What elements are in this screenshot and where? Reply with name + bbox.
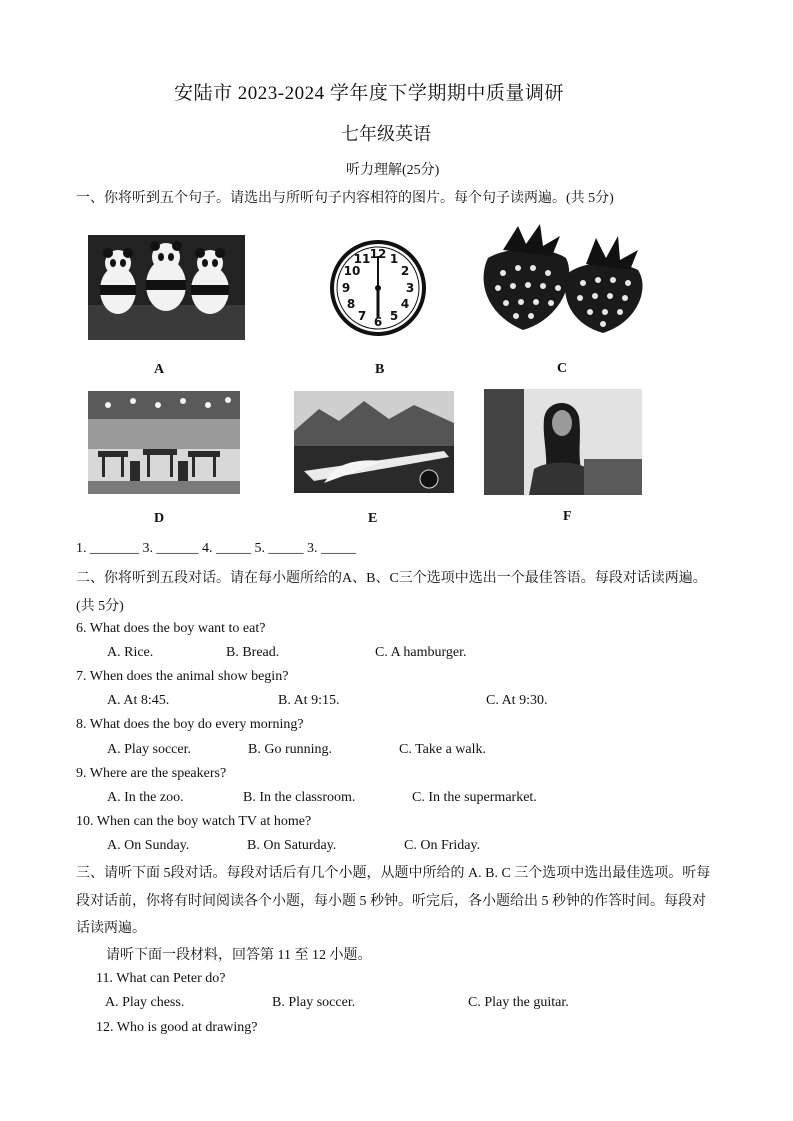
q8-option-c: C. Take a walk.	[399, 742, 487, 757]
woman-picture	[484, 389, 642, 495]
train-icon	[294, 391, 454, 493]
woman-icon	[484, 389, 642, 495]
question-7: 7. When does the animal show begin?	[76, 669, 289, 684]
q7-option-b: B. At 9:15.	[278, 693, 340, 708]
train-picture	[294, 391, 454, 493]
picture-label-e: E	[368, 511, 378, 526]
q11-option-a: A. Play chess.	[105, 995, 185, 1010]
page-subtitle: 七年级英语	[341, 124, 431, 144]
part3-instruction: 三、请听下面 5段对话。每段对话后有几个小题，从题中所给的 A. B. C 三个选项中选出最佳选项。听每	[76, 866, 711, 881]
question-12: 12. Who is good at drawing?	[96, 1020, 258, 1035]
clock-picture	[328, 238, 428, 338]
q10-option-c: C. On Friday.	[404, 838, 481, 853]
strawberry-picture	[468, 218, 656, 336]
restaurant-icon	[88, 391, 240, 494]
part1-instruction: 一、你将听到五个句子。请选出与所听句子内容相符的图片。每个句子读两遍。(共 5分)	[76, 191, 614, 206]
question-6: 6. What does the boy want to eat?	[76, 621, 266, 636]
picture-label-d: D	[154, 511, 165, 526]
q7-option-a: A. At 8:45.	[107, 693, 170, 708]
clock-number-11: 11	[353, 252, 371, 266]
picture-label-a: A	[154, 362, 165, 377]
question-11: 11. What can Peter do?	[96, 971, 226, 986]
part3-instruction-end: 话读两遍。	[76, 921, 146, 936]
q6-option-b: B. Bread.	[226, 645, 280, 660]
part3-instruction-cont: 段对话前，你将有时间阅读各个小题，每小题 5 秒钟。听完后，各小题给出 5 秒钟的作答时间。每段对	[76, 894, 706, 909]
clock-number-7: 7	[357, 309, 367, 323]
q11-option-c: C. Play the guitar.	[468, 995, 569, 1010]
clock-number-5: 5	[389, 309, 399, 323]
strawberry-icon	[468, 218, 656, 336]
picture-label-b: B	[375, 362, 385, 377]
q10-option-b: B. On Saturday.	[247, 838, 337, 853]
part1-answer-blanks: 1. _______ 3. ______ 4. _____ 5. _____ 3. _____	[76, 541, 356, 556]
question-9: 9. Where are the speakers?	[76, 766, 227, 781]
question-10: 10. When can the boy watch TV at home?	[76, 814, 312, 829]
clock-number-6: 6	[373, 315, 383, 329]
clock-number-3: 3	[405, 281, 415, 295]
clock-number-12: 12	[369, 247, 387, 261]
q7-option-c: C. At 9:30.	[486, 693, 548, 708]
question-8: 8. What does the boy do every morning?	[76, 717, 304, 732]
part2-instruction-cont: (共 5分)	[76, 599, 124, 614]
section-title: 听力理解(25分)	[346, 163, 440, 178]
clock-number-1: 1	[389, 252, 399, 266]
q9-option-c: C. In the supermarket.	[412, 790, 537, 805]
clock-number-4: 4	[400, 297, 410, 311]
clock-number-10: 10	[343, 264, 361, 278]
clock-number-2: 2	[400, 264, 410, 278]
clock-number-9: 9	[341, 281, 351, 295]
clock-number-8: 8	[346, 297, 356, 311]
restaurant-picture	[88, 391, 240, 494]
panda-icon	[88, 235, 245, 340]
q6-option-a: A. Rice.	[107, 645, 154, 660]
part3-note: 请听下面一段材料，回答第 11 至 12 小题。	[106, 948, 372, 963]
picture-label-f: F	[563, 509, 572, 524]
q10-option-a: A. On Sunday.	[107, 838, 190, 853]
q9-option-a: A. In the zoo.	[107, 790, 184, 805]
q6-option-c: C. A hamburger.	[375, 645, 467, 660]
clock-icon	[328, 238, 428, 338]
q11-option-b: B. Play soccer.	[272, 995, 356, 1010]
q8-option-a: A. Play soccer.	[107, 742, 191, 757]
page-title: 安陆市 2023-2024 学年度下学期期中质量调研	[174, 83, 564, 104]
picture-label-c: C	[557, 361, 568, 376]
q9-option-b: B. In the classroom.	[243, 790, 356, 805]
panda-picture	[88, 235, 245, 340]
q8-option-b: B. Go running.	[248, 742, 332, 757]
part2-instruction: 二、你将听到五段对话。请在每小题所给的A、B、C三个选项中选出一个最佳答语。每段对话读两遍。	[76, 571, 707, 586]
